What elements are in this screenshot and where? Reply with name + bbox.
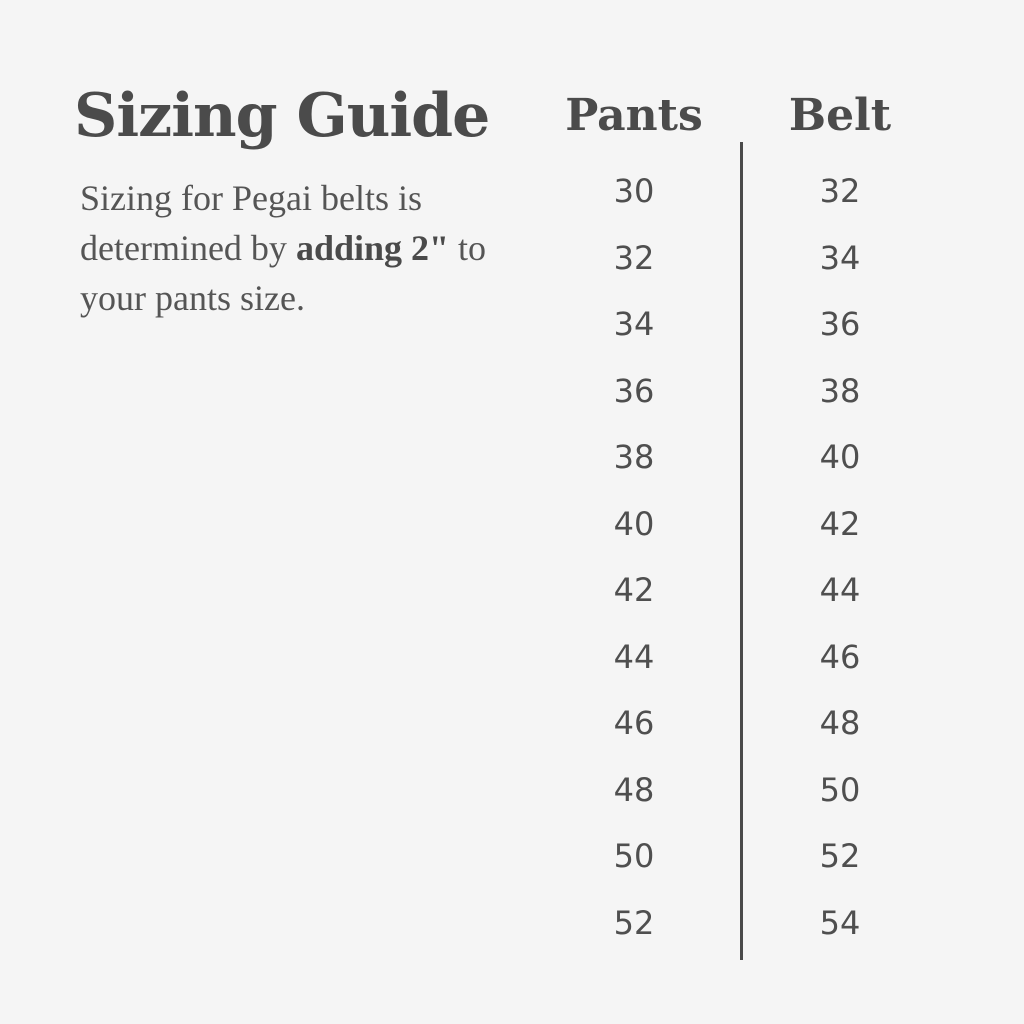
belt-size: 42 (819, 504, 861, 543)
pants-size: 46 (613, 704, 655, 742)
pants-size: 32 (613, 238, 655, 277)
pants-size-list (534, 158, 734, 956)
page-title: Sizing Guide (74, 81, 490, 151)
pants-size: 42 (613, 571, 655, 609)
belt-size: 36 (819, 305, 861, 343)
pants-size: 30 (613, 172, 655, 210)
belt-size-list (740, 158, 940, 956)
belt-column-header: Belt (788, 90, 892, 141)
belt-size: 54 (819, 903, 861, 942)
belt-size: 52 (819, 837, 861, 875)
pants-column-header: Pants (565, 90, 703, 141)
pants-size: 40 (613, 504, 655, 543)
pants-size: 52 (613, 903, 655, 942)
pants-size: 38 (613, 438, 655, 476)
sizing-description (80, 173, 520, 323)
pants-size: 50 (613, 837, 655, 875)
pants-size: 34 (613, 305, 655, 343)
belt-size: 40 (819, 438, 861, 476)
belt-size: 38 (819, 371, 861, 410)
belt-size: 32 (819, 172, 861, 210)
pants-size: 36 (613, 371, 655, 410)
belt-size: 46 (819, 637, 861, 676)
pants-size: 44 (613, 637, 655, 676)
pants-size: 48 (613, 770, 655, 809)
belt-size: 48 (819, 704, 861, 742)
description-text-start: Sizing for Pegai belts is determined by (80, 178, 422, 268)
description-text-end: to your pants size. (80, 228, 487, 318)
belt-size: 34 (819, 238, 861, 277)
belt-size: 50 (819, 770, 861, 809)
description-emphasis: adding 2" (295, 228, 449, 268)
belt-size: 44 (819, 571, 861, 609)
